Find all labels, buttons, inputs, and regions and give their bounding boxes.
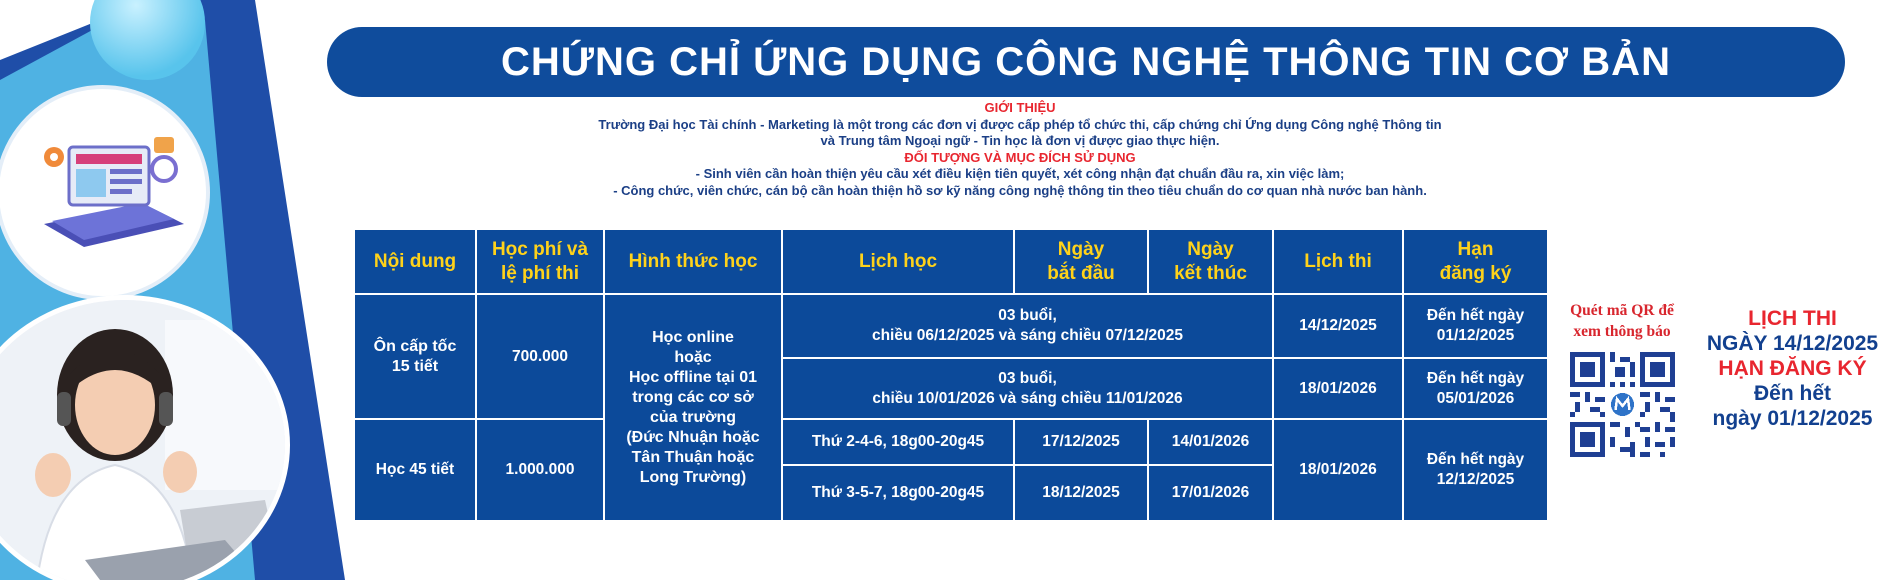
audience-bullet-1: - Sinh viên cần hoàn thiện yêu cầu xét điều kiện tiên quyết, xét công nhận đạt chuẩn đầu ra, xin việc làm;	[695, 166, 1345, 181]
schedule-cell: 03 buổi, chiều 10/01/2026 và sáng chiều 11/01/2026	[782, 358, 1273, 419]
course-name-cell: Ôn cấp tốc 15 tiết	[354, 294, 476, 419]
header-fee: Học phí và lệ phí thi	[476, 229, 604, 294]
deadline-cell: Đến hết ngày 12/12/2025	[1403, 419, 1548, 521]
end-date-cell: 14/01/2026	[1148, 419, 1273, 465]
intro-heading: GIỚI THIỆU	[984, 100, 1056, 115]
deadline-label: HẠN ĐĂNG KÝ	[1718, 357, 1867, 380]
schedule-cell: Thứ 3-5-7, 18g00-20g45	[782, 465, 1014, 521]
exam-label: LỊCH THI	[1748, 307, 1837, 330]
student-illustration	[0, 300, 290, 580]
audience-heading: ĐỐI TƯỢNG VÀ MỤC ĐÍCH SỬ DỤNG	[904, 149, 1136, 165]
header-deadline: Hạn đăng ký	[1403, 229, 1548, 294]
table-header-row	[354, 229, 1548, 294]
deadline-cell: Đến hết ngày 01/12/2025	[1403, 294, 1548, 358]
exam-date-cell: 18/01/2026	[1273, 419, 1403, 521]
table-row	[354, 419, 1548, 465]
qr-code-icon[interactable]	[1570, 352, 1675, 457]
header-content: Nội dung	[354, 229, 476, 294]
schedule-table	[353, 228, 1549, 522]
end-date-cell: 17/01/2026	[1148, 465, 1273, 521]
study-format-cell: Học online hoặc Học offline tại 01 trong các cơ sở của trường (Đức Nhuận hoặc Tân Thuận hoặc Long Trường)	[604, 294, 782, 521]
schedule-cell: Thứ 2-4-6, 18g00-20g45	[782, 419, 1014, 465]
schedule-cell: 03 buổi, chiều 06/12/2025 và sáng chiều 07/12/2025	[782, 294, 1273, 358]
start-date-cell: 17/12/2025	[1014, 419, 1148, 465]
deadline-cell: Đến hết ngày 05/01/2026	[1403, 358, 1548, 419]
laptop-illustration	[24, 129, 189, 254]
intro-paragraph-line-2: và Trung tâm Ngoại ngữ - Tin học là đơn vị được giao thực hiện.	[820, 133, 1220, 148]
start-date-cell: 18/12/2025	[1014, 465, 1148, 521]
table-row	[354, 294, 1548, 358]
header-start-date: Ngày bắt đầu	[1014, 229, 1148, 294]
header-schedule: Lịch học	[782, 229, 1014, 294]
exam-date: NGÀY 14/12/2025	[1706, 332, 1879, 355]
course-name-cell: Học 45 tiết	[354, 419, 476, 521]
header-exam-date: Lịch thi	[1273, 229, 1403, 294]
qr-caption: Quét mã QR để xem thông báo	[1570, 302, 1674, 340]
page-title: CHỨNG CHỈ ỨNG DỤNG CÔNG NGHỆ THÔNG TIN CƠ BẢN	[327, 27, 1845, 97]
computer-illustration-frame	[0, 85, 210, 300]
deadline-line-1: Đến hết	[1753, 382, 1831, 405]
audience-bullet-2: - Công chức, viên chức, cán bộ cần hoàn thiện hồ sơ kỹ năng công nghệ thông tin theo tiêu chuẩn do cơ quan nhà nước ban hành.	[613, 182, 1427, 198]
course-fee-cell: 700.000	[476, 294, 604, 419]
course-fee-cell: 1.000.000	[476, 419, 604, 521]
header-end-date: Ngày kết thúc	[1148, 229, 1273, 294]
intro-section	[430, 100, 1610, 199]
intro-paragraph-line-1: Trường Đại học Tài chính - Marketing là một trong các đơn vị được cấp phép tổ chức thi, cấp chứng chỉ Ứng dụng Công nghệ Thông tin	[598, 116, 1442, 132]
header-format: Hình thức học	[604, 229, 782, 294]
exam-info-panel	[1690, 306, 1895, 431]
deadline-line-2: ngày 01/12/2025	[1712, 407, 1873, 430]
exam-date-cell: 18/01/2026	[1273, 358, 1403, 419]
exam-date-cell: 14/12/2025	[1273, 294, 1403, 358]
student-photo-frame	[0, 295, 290, 580]
